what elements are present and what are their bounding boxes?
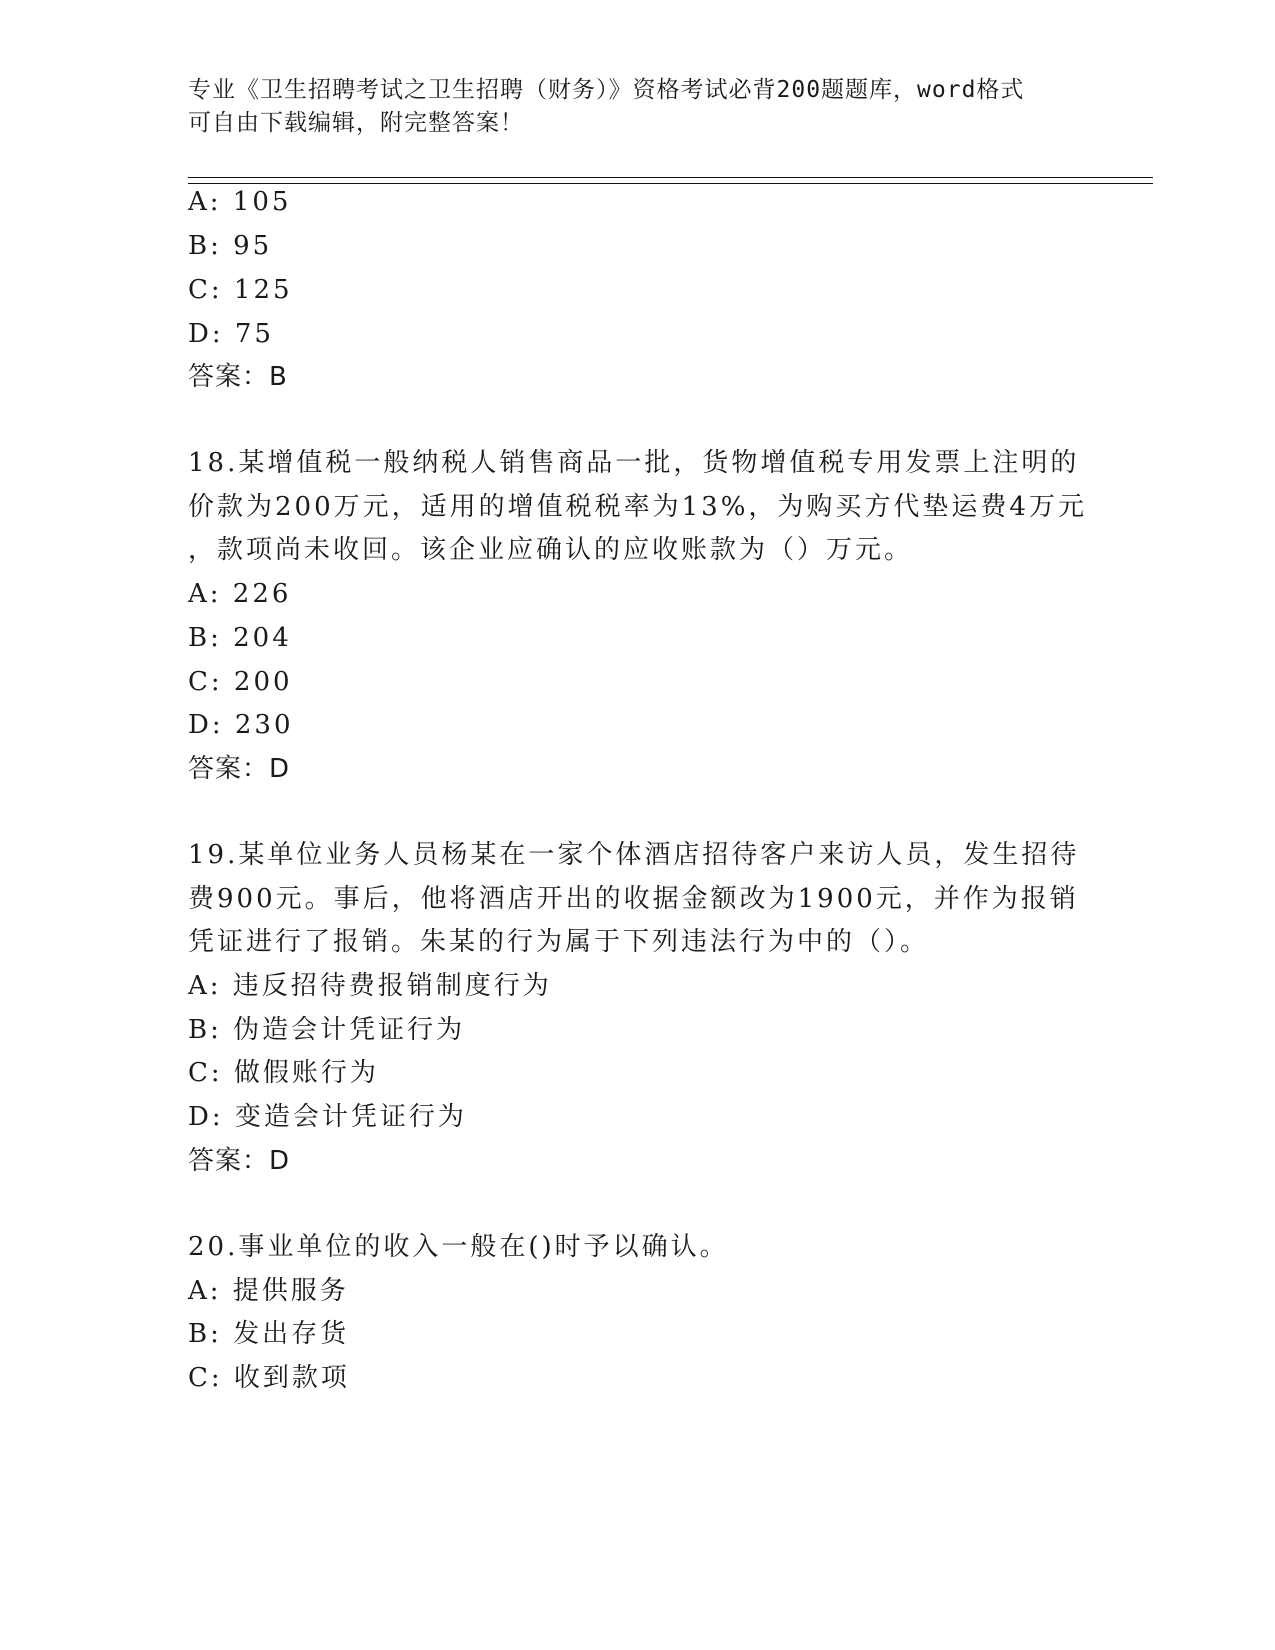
q17-answer: 答案：B — [188, 362, 288, 392]
q19-stem-line-1: 19.某单位业务人员杨某在一家个体酒店招待客户来访人员，发生招待 — [188, 840, 1080, 870]
q19-stem-line-2: 费900元。事后，他将酒店开出的收据金额改为1900元，并作为报销 — [188, 884, 1079, 914]
q18-stem-line-3: ，款项尚未收回。该企业应确认的应收账款为（）万元。 — [188, 535, 914, 565]
q18-stem-line-2: 价款为200万元，适用的增值税税率为13%，为购买方代垫运费4万元 — [188, 492, 1087, 522]
q18-option-a: A: 226 — [188, 579, 292, 609]
header-title-line-1: 专业《卫生招聘考试之卫生招聘（财务）》资格考试必背200题题库，word格式 — [188, 77, 1025, 103]
q20-option-b: B: 发出存货 — [188, 1319, 350, 1349]
q18-answer: 答案：D — [188, 754, 291, 784]
q17-option-d: D: 75 — [188, 319, 274, 349]
q18-option-c: C: 200 — [188, 667, 293, 697]
q19-option-c: C: 做假账行为 — [188, 1058, 379, 1088]
document-header — [188, 74, 1088, 140]
q17-option-b: B: 95 — [188, 231, 273, 261]
q19-answer: 答案：D — [188, 1146, 291, 1176]
q19-stem-line-3: 凭证进行了报销。朱某的行为属于下列违法行为中的（）。 — [188, 927, 930, 957]
header-title-line-2: 可自由下载编辑，附完整答案！ — [188, 110, 524, 136]
q20-option-c: C: 收到款项 — [188, 1363, 350, 1393]
header-divider-bottom — [188, 183, 1153, 184]
q19-option-d: D: 变造会计凭证行为 — [188, 1102, 467, 1132]
q20-option-a: A: 提供服务 — [188, 1276, 349, 1306]
q17-option-c: C: 125 — [188, 275, 293, 305]
q19-option-a: A: 违反招待费报销制度行为 — [188, 971, 552, 1001]
q19-option-b: B: 伪造会计凭证行为 — [188, 1015, 466, 1045]
q20-stem-line-1: 20.事业单位的收入一般在()时予以确认。 — [188, 1232, 729, 1262]
q18-option-b: B: 204 — [188, 623, 292, 653]
q18-stem-line-1: 18.某增值税一般纳税人销售商品一批，货物增值税专用发票上注明的 — [188, 448, 1080, 478]
header-divider-top — [188, 177, 1153, 178]
q18-option-d: D: 230 — [188, 710, 294, 740]
q17-option-a: A: 105 — [188, 187, 292, 217]
